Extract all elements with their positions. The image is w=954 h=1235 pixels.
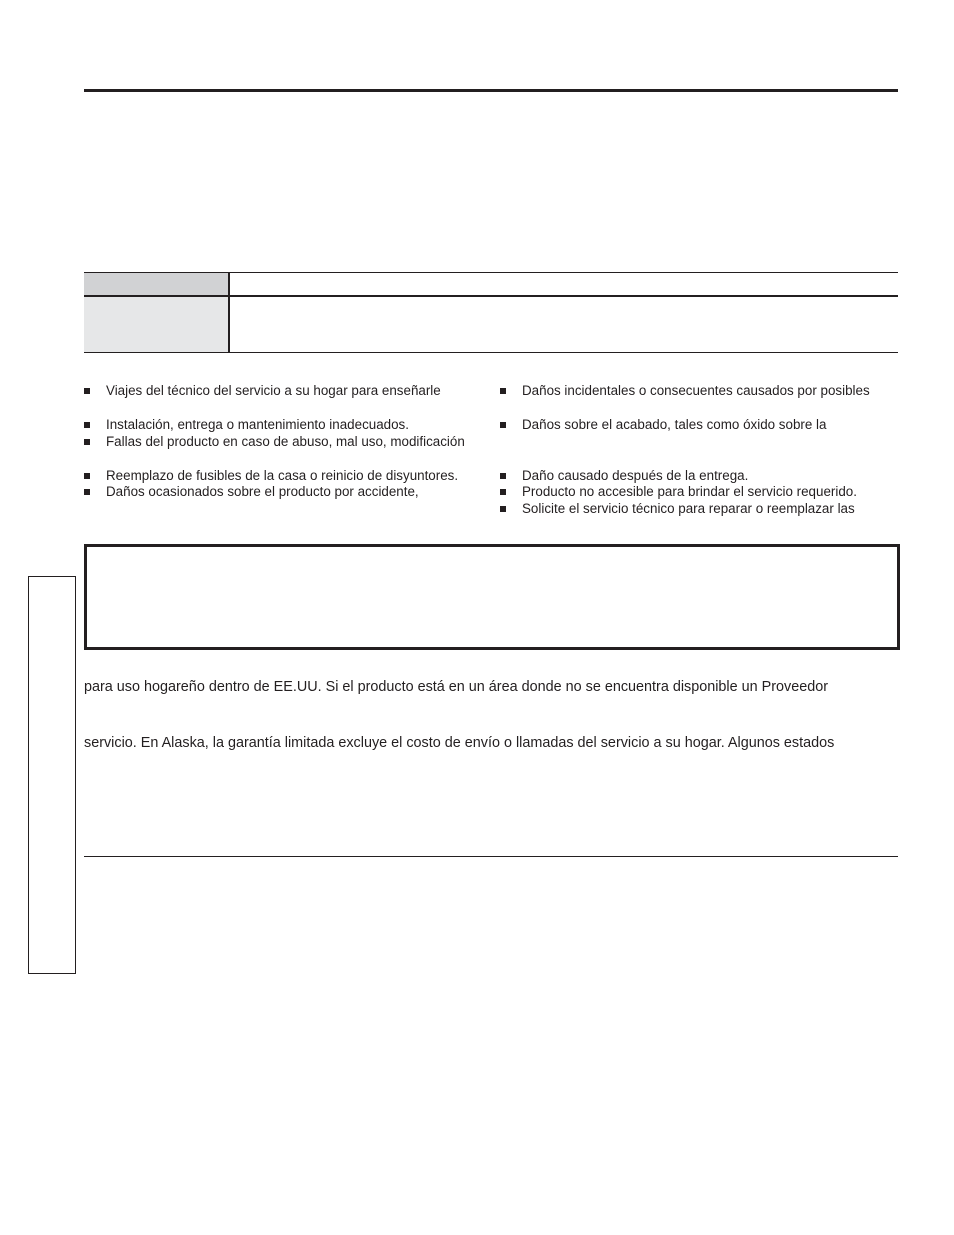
- bullet-square-icon: [84, 388, 90, 394]
- table-period-cell: [84, 297, 228, 352]
- bullet-square-icon: [500, 506, 506, 512]
- body-text-line: para uso hogareño dentro de EE.UU. Si el producto está en un área donde no se encuentra disponible un Proveedor: [84, 679, 829, 695]
- bullet-square-icon: [500, 422, 506, 428]
- side-tab: [28, 576, 76, 974]
- bullet-square-icon: [84, 473, 90, 479]
- bullet-square-icon: [500, 489, 506, 495]
- table-header-cell: [84, 273, 228, 295]
- table-column-divider: [228, 272, 230, 353]
- table-bottom-border: [84, 352, 898, 353]
- notice-box: [84, 544, 900, 650]
- bullet-square-icon: [84, 489, 90, 495]
- bullet-square-icon: [500, 388, 506, 394]
- body-text-line: servicio. En Alaska, la garantía limitada excluye el costo de envío o llamadas del servicio a su hogar. Algunos estados: [84, 735, 835, 751]
- bullet-square-icon: [84, 422, 90, 428]
- section-rule: [84, 856, 898, 857]
- bullet-square-icon: [500, 473, 506, 479]
- top-rule: [84, 89, 898, 92]
- bullet-square-icon: [84, 439, 90, 445]
